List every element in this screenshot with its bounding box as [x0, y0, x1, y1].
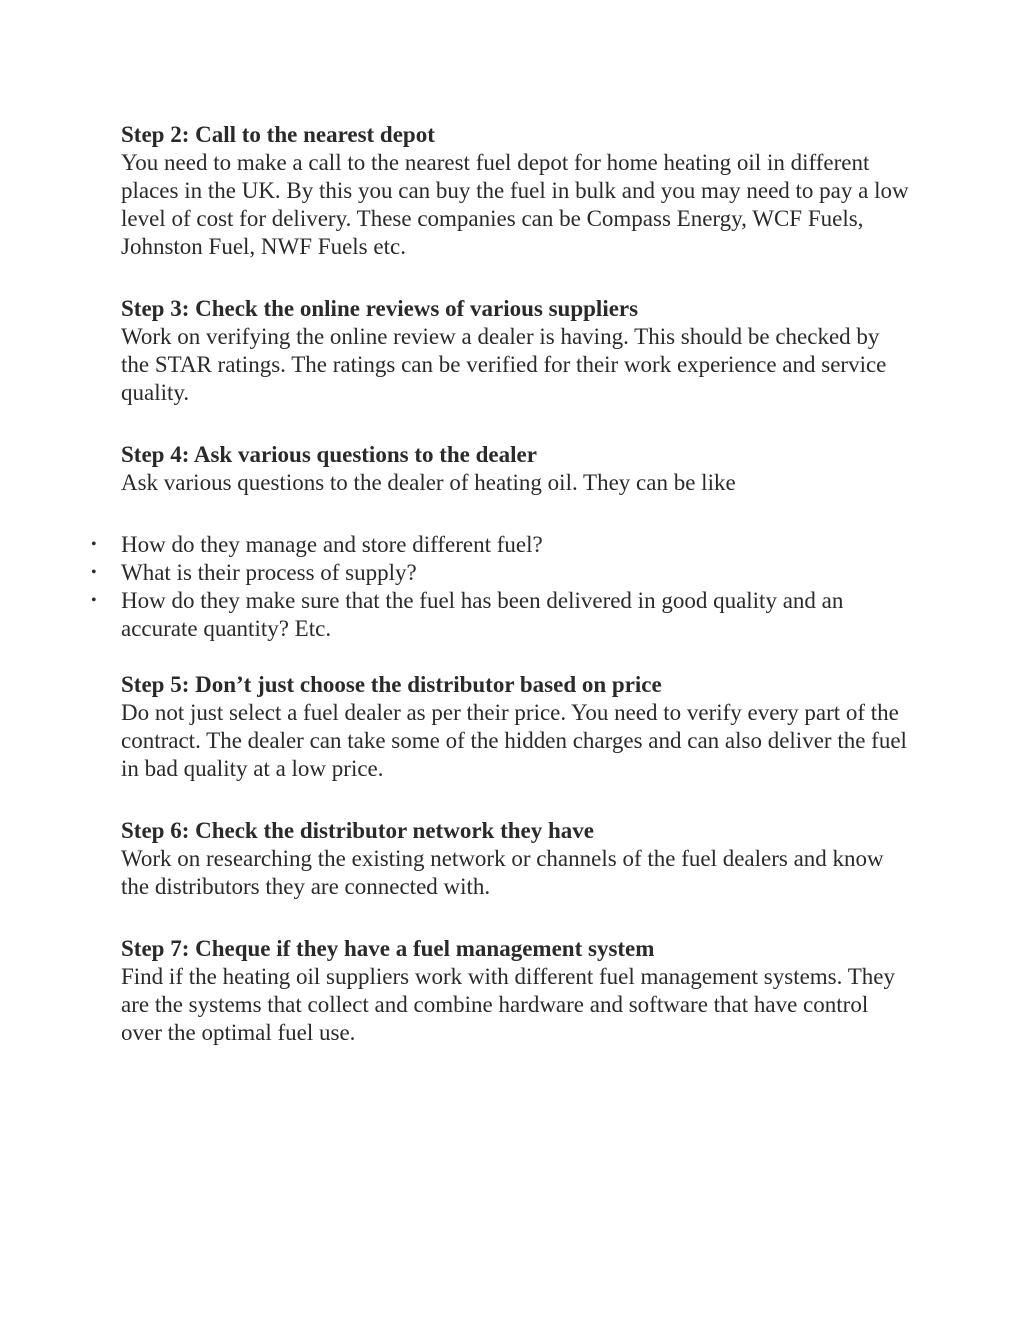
question-text: How do they manage and store different fuel?	[121, 532, 543, 557]
step-6-section	[121, 817, 911, 901]
step-2-heading: Step 2: Call to the nearest depot	[121, 122, 435, 147]
step-4-heading: Step 4: Ask various questions to the dealer	[121, 442, 537, 467]
step-7-body: Find if the heating oil suppliers work with different fuel management systems. They are the systems that collect and combine hardware and software that have control over the optimal fuel use.	[121, 964, 895, 1045]
step-3-section	[121, 295, 911, 407]
step-6-body: Work on researching the existing network or channels of the fuel dealers and know the distributors they are connected with.	[121, 846, 884, 899]
step-6-heading: Step 6: Check the distributor network they have	[121, 818, 594, 843]
step-7-heading: Step 7: Cheque if they have a fuel management system	[121, 936, 655, 961]
step-7-section	[121, 935, 911, 1047]
step-4-body: Ask various questions to the dealer of heating oil. They can be like	[121, 470, 736, 495]
list-item	[91, 587, 911, 643]
list-item	[91, 531, 911, 559]
step-4-section	[121, 441, 911, 497]
questions-list	[91, 531, 911, 643]
step-2-body: You need to make a call to the nearest fuel depot for home heating oil in different places in the UK. By this you can buy the fuel in bulk and you may need to pay a low level of cost for delivery. These companies can be Compass Energy, WCF Fuels, Johnston Fuel, NWF Fuels etc.	[121, 150, 909, 259]
list-item	[91, 559, 911, 587]
question-text: What is their process of supply?	[121, 560, 417, 585]
step-5-section	[121, 671, 911, 783]
step-5-heading: Step 5: Don’t just choose the distributor based on price	[121, 672, 662, 697]
step-2-section	[121, 121, 911, 261]
bullet-icon: •	[91, 564, 97, 581]
step-3-body: Work on verifying the online review a dealer is having. This should be checked by the STAR ratings. The ratings can be verified for their work experience and service quality.	[121, 324, 887, 405]
bullet-icon: •	[91, 536, 97, 553]
document-content	[91, 121, 911, 1081]
step-3-heading: Step 3: Check the online reviews of various suppliers	[121, 296, 639, 321]
question-text: How do they make sure that the fuel has been delivered in good quality and an accurate quantity? Etc.	[121, 588, 844, 641]
step-5-body: Do not just select a fuel dealer as per their price. You need to verify every part of the contract. The dealer can take some of the hidden charges and can also deliver the fuel in bad quality at a low price.	[121, 700, 907, 781]
bullet-icon: •	[91, 592, 97, 609]
